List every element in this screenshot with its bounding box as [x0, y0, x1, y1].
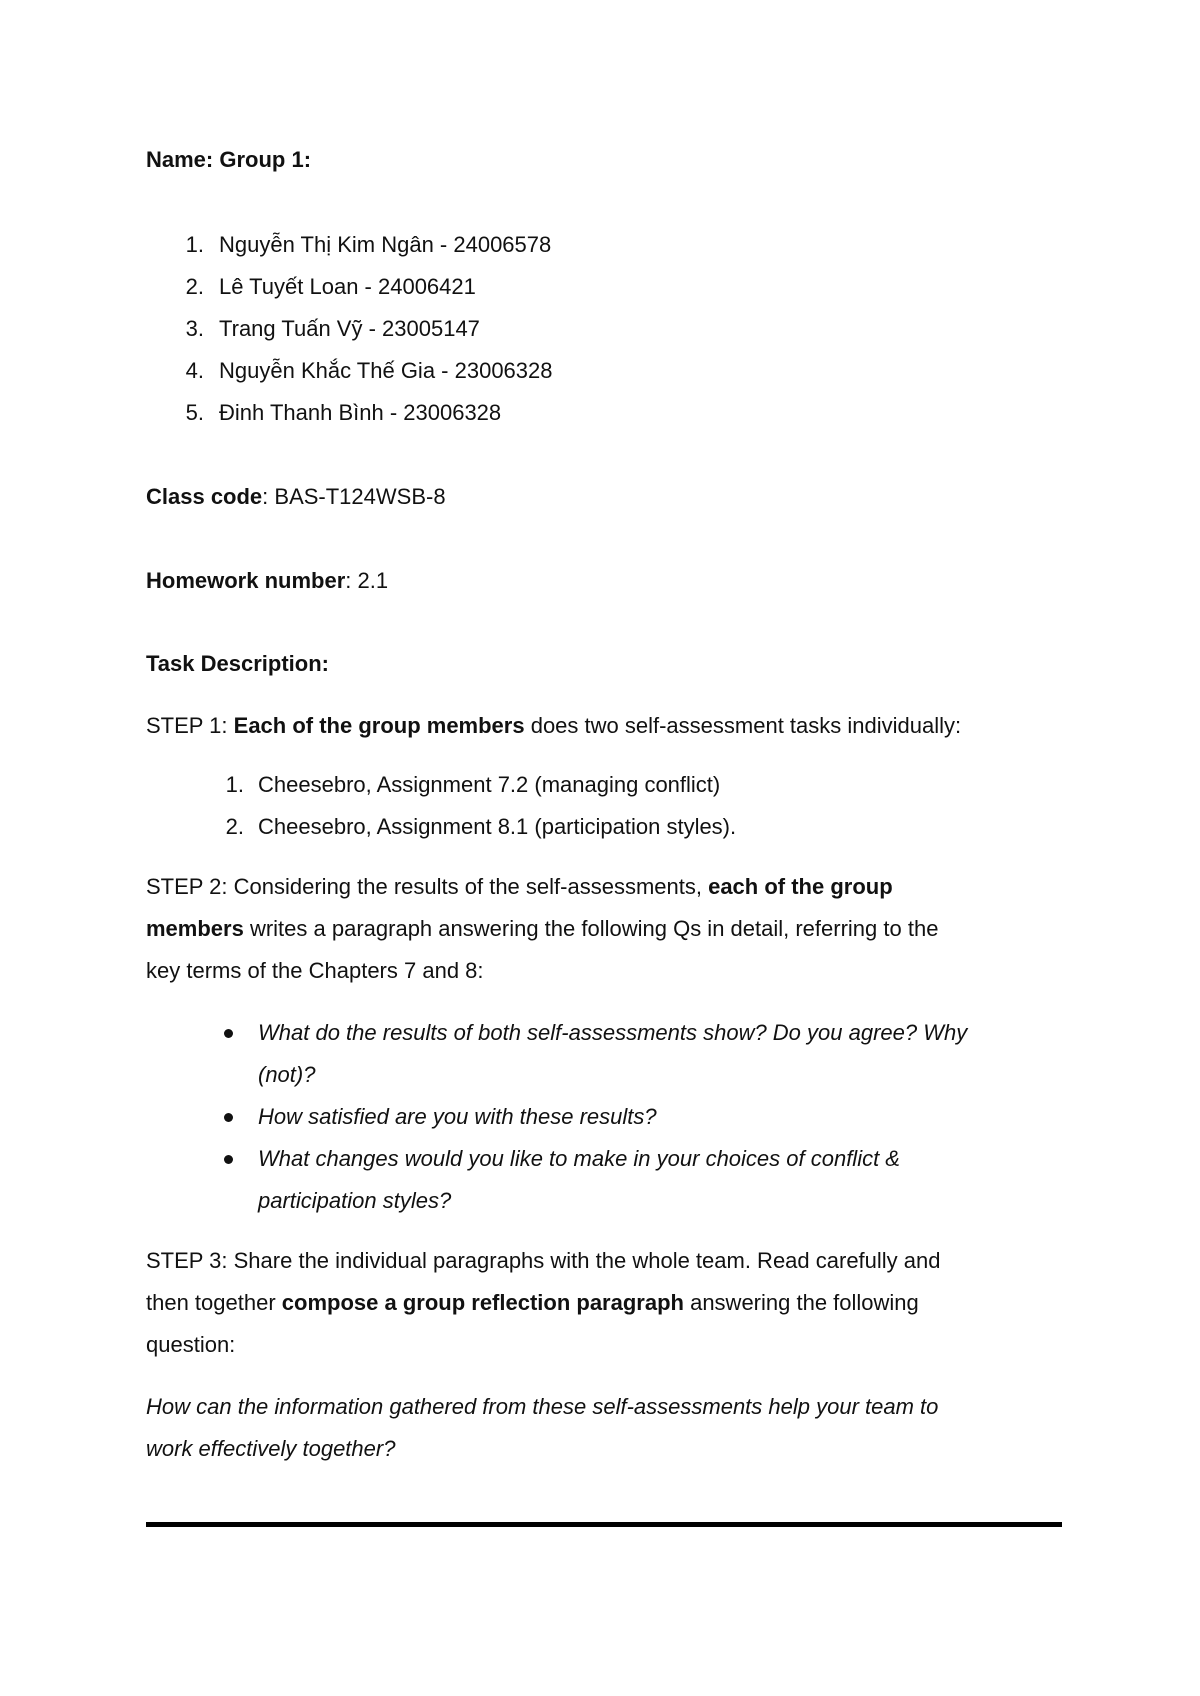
step2-bold-2: members: [146, 916, 244, 941]
step2-prefix: STEP 2: Considering the results of the self-assessments,: [146, 874, 709, 899]
step1-prefix: STEP 1:: [146, 713, 234, 738]
step1-suffix: does two self-assessment tasks individually:: [524, 713, 962, 738]
homework-number: [146, 567, 388, 595]
step2-line3: key terms of the Chapters 7 and 8:: [146, 958, 484, 983]
step3-bold: compose a group reflection paragraph: [281, 1290, 684, 1315]
step2-line2: [146, 915, 938, 943]
step1-item: Cheesebro, Assignment 8.1 (participation styles).: [258, 814, 737, 839]
bullet-item: How satisfied are you with these results?: [258, 1104, 657, 1129]
task-description-heading: Task Description:: [146, 651, 329, 676]
member-item: Lê Tuyết Loan - 24006421: [219, 274, 476, 299]
step1-item: Cheesebro, Assignment 7.2 (managing conflict): [258, 772, 721, 797]
step3-suffix: answering the following: [683, 1290, 919, 1315]
bullet-item: What changes would you like to make in your choices of conflict &: [258, 1146, 900, 1171]
class-code-value: : BAS-T124WSB-8: [262, 484, 446, 509]
member-number: 4.: [185, 358, 204, 383]
member-item: Trang Tuấn Vỹ - 23005147: [219, 316, 480, 341]
step3-line3: question:: [146, 1332, 236, 1357]
step2-bold-1: each of the group: [708, 874, 893, 899]
step1-paragraph: [146, 712, 961, 740]
step3-line1: STEP 3: Share the individual paragraphs with the whole team. Read carefully and: [146, 1248, 941, 1273]
step3-prefix: then together: [146, 1290, 282, 1315]
step2-line1: [146, 873, 893, 901]
step1-item-number: 1.: [225, 772, 244, 797]
step3-line2: [146, 1289, 919, 1317]
member-item: Nguyễn Thị Kim Ngân - 24006578: [219, 232, 552, 257]
bullet-dot: [224, 1155, 233, 1164]
final-question-line1: How can the information gathered from these self-assessments help your team to: [146, 1394, 939, 1419]
name-heading: Name: Group 1:: [146, 147, 312, 172]
homework-number-value: : 2.1: [345, 568, 389, 593]
bullet-dot: [224, 1113, 233, 1122]
class-code: [146, 483, 446, 511]
member-number: 5.: [185, 400, 204, 425]
step1-bold: Each of the group members: [233, 713, 525, 738]
homework-number-label: Homework number: [146, 568, 346, 593]
bullet-dot: [224, 1029, 233, 1038]
bullet-item: What do the results of both self-assessments show? Do you agree? Why: [258, 1020, 968, 1045]
step1-item-number: 2.: [225, 814, 244, 839]
horizontal-rule: [146, 1522, 1062, 1527]
step2-suffix: writes a paragraph answering the following Qs in detail, referring to the: [243, 916, 939, 941]
bullet-item-continuation: (not)?: [258, 1062, 316, 1087]
final-question-line2: work effectively together?: [146, 1436, 396, 1461]
member-item: Nguyễn Khắc Thế Gia - 23006328: [219, 358, 553, 383]
member-number: 2.: [185, 274, 204, 299]
member-item: Đinh Thanh Bình - 23006328: [219, 400, 502, 425]
class-code-label: Class code: [146, 484, 263, 509]
bullet-item-continuation: participation styles?: [258, 1188, 452, 1213]
member-number: 1.: [185, 232, 204, 257]
member-number: 3.: [185, 316, 204, 341]
